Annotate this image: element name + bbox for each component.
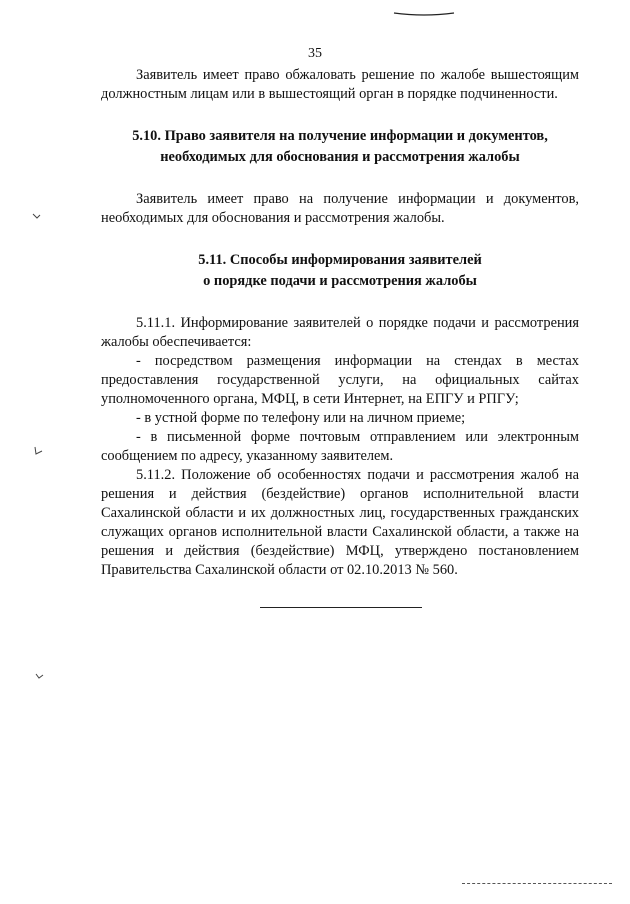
margin-mark bbox=[32, 212, 44, 220]
heading-5-11-line2: о порядке подачи и рассмотрения жалобы bbox=[203, 273, 477, 289]
scan-edge-line bbox=[462, 883, 612, 884]
scan-mark bbox=[392, 11, 456, 17]
heading-5-10-line2: необходимых для обоснования и рассмотрения жалобы bbox=[160, 149, 520, 165]
list-item-stands: - посредством размещения информации на стендах в местах предоставления государственной услуги, на официальных сайтах уполномоченного органа, МФЦ, в сети Интернет, на ЕПГУ и РПГУ; bbox=[101, 353, 579, 407]
paragraph-appeal-right: Заявитель имеет право обжаловать решение по жалобе вышестоящим должностным лицам или в вышестоящий орган в порядке подчиненности. bbox=[101, 67, 579, 102]
paragraph-5-11-2: 5.11.2. Положение об особенностях подачи и рассмотрения жалоб на решения и действия (бездействие) органов исполнительной власти Сахалинской области и их должностных лиц, государственных гражданских служащих органов исполнительной власти Сахалинской области, а также на решения и действия (бездействие) МФЦ, утверждено постановлением Правительства Сахалинской области от 02.10.2013 № 560. bbox=[101, 467, 579, 578]
paragraph-info-right: Заявитель имеет право на получение информации и документов, необходимых для обоснования и рассмотрения жалобы. bbox=[101, 191, 579, 226]
list-item-oral: - в устной форме по телефону или на личном приеме; bbox=[136, 410, 466, 426]
paragraph-5-11-1: 5.11.1. Информирование заявителей о порядке подачи и рассмотрения жалобы обеспечивается: bbox=[101, 315, 579, 350]
page-number: 35 bbox=[308, 46, 322, 61]
margin-mark bbox=[33, 446, 45, 456]
heading-5-10-line1: 5.10. Право заявителя на получение информации и документов, bbox=[132, 128, 548, 144]
document-body bbox=[101, 66, 579, 580]
heading-5-11-line1: 5.11. Способы информирования заявителей bbox=[198, 252, 482, 268]
end-rule bbox=[260, 607, 422, 608]
margin-mark bbox=[35, 672, 47, 680]
list-item-written: - в письменной форме почтовым отправлением или электронным сообщением по адресу, указанному заявителем. bbox=[101, 429, 579, 464]
